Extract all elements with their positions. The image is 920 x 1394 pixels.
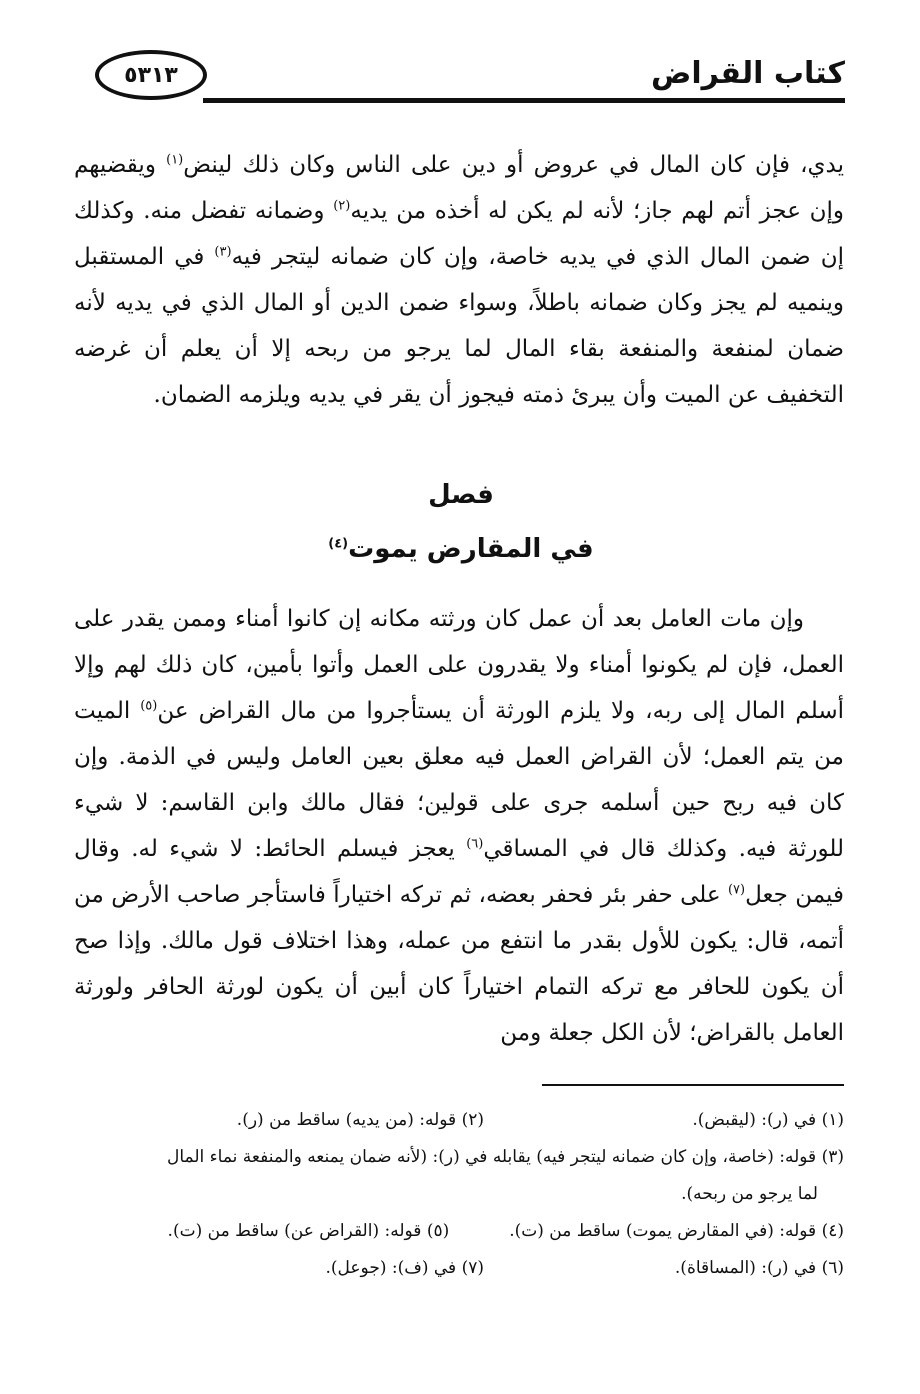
footnote-4: (٤) قوله: (في المقارض يموت) ساقط من (ت).	[509, 1221, 844, 1241]
section-subheading	[76, 534, 846, 564]
footnote-3-continued: لما يرجو من ربحه).	[681, 1184, 818, 1204]
paragraph-2	[74, 596, 844, 1056]
footnote-6: (٦) في (ر): (المساقاة).	[674, 1258, 844, 1278]
text: وضمانه تفضل منه. وكذلك إن ضمن المال الذي في يديه خاصة، وإن كان ضمانه ليتجر فيه	[74, 198, 844, 270]
header-rule	[203, 98, 845, 103]
footnotes	[74, 1102, 844, 1287]
footnote-row	[74, 1250, 844, 1287]
footnote-2: (٢) قوله: (من يديه) ساقط من (ر).	[236, 1110, 484, 1130]
footnote-row	[74, 1213, 844, 1250]
section-heading: فصل	[428, 480, 494, 510]
footnote-separator	[542, 1084, 844, 1086]
footnote-ref: (١)	[166, 152, 184, 168]
footnote-ref: (٣)	[214, 244, 232, 260]
footnote-ref: (٢)	[333, 198, 351, 214]
footnote-ref: (٦)	[466, 836, 484, 852]
page-header	[95, 48, 845, 108]
book-title: كتاب القراض	[651, 56, 845, 91]
paragraph-1	[74, 142, 844, 418]
text: يعجز فيسلم الحائط: لا شيء له. وقال فيمن جعل	[74, 836, 844, 908]
footnote-ref: (٧)	[727, 882, 746, 898]
text: في المستقبل وينميه لم يجز وكان ضمانه باطلاً، وسواء ضمن الدين أو المال الذي في يديه لأنه ضمان لمنفعة والمنفعة بقاء المال لما يرجو من ربحه إلا أن يعلم أن غرضه التخفيف عن الميت وأن يبرئ ذمته فيجوز أن يقر في يديه ويلزمه الضمان.	[74, 244, 844, 408]
text: وإن مات العامل بعد أن عمل كان ورثته مكانه إن كانوا أمناء وممن يقدر على العمل، فإن لم يكونوا أمناء ولا يقدرون على العمل وأتوا بأمين، كان ذلك لهم وإلا أسلم المال إلى ربه، ولا يلزم الورثة أن يستأجروا من مال القراض عن	[74, 606, 845, 724]
footnote-row	[74, 1102, 844, 1139]
text: ويقضيهم وإن عجز أتم لهم جاز؛ لأنه لم يكن له أخذه من يديه	[74, 152, 845, 224]
text: على حفر بئر فحفر بعضه، ثم تركه اختياراً فاستأجر صاحب الأرض من أتمه، قال: يكون للأول بقدر ما انتفع من عمله، وهذا اختلاف قول مالك. وإذا صح أن يكون للحافر مع تركه التمام اختياراً كان أبين أن يكون لورثة الحافر ولورثة العامل بالقراض؛ لأن الكل جعلة ومن	[74, 882, 844, 1046]
footnote-3: (٣) قوله: (خاصة، وإن كان ضمانه ليتجر فيه) يقابله في (ر): (لأنه ضمان يمنعه والمنفعة نماء المال	[167, 1147, 844, 1167]
page-number: ٥٣١٣	[95, 50, 207, 100]
footnote-5: (٥) قوله: (القراض عن) ساقط من (ت).	[167, 1221, 450, 1241]
footnote-1: (١) في (ر): (ليقبض).	[692, 1110, 844, 1130]
footnote-7: (٧) في (ف): (جوعل).	[325, 1258, 484, 1278]
subheading-text: في المقارض يموت	[348, 534, 594, 564]
footnote-ref: (٥)	[140, 698, 158, 714]
footnote-ref: (٤)	[328, 536, 349, 552]
text: يدي، فإن كان المال في عروض أو دين على الناس وكان ذلك لينض	[183, 152, 845, 178]
text: الميت من يتم العمل؛ لأن القراض العمل فيه معلق بعين العامل وليس في الذمة. وإن كان فيه ربح حين أسلمه جرى على قولين؛ فقال مالك وابن القاسم: لا شيء للورثة فيه. وكذلك قال في المساقي	[74, 698, 844, 862]
